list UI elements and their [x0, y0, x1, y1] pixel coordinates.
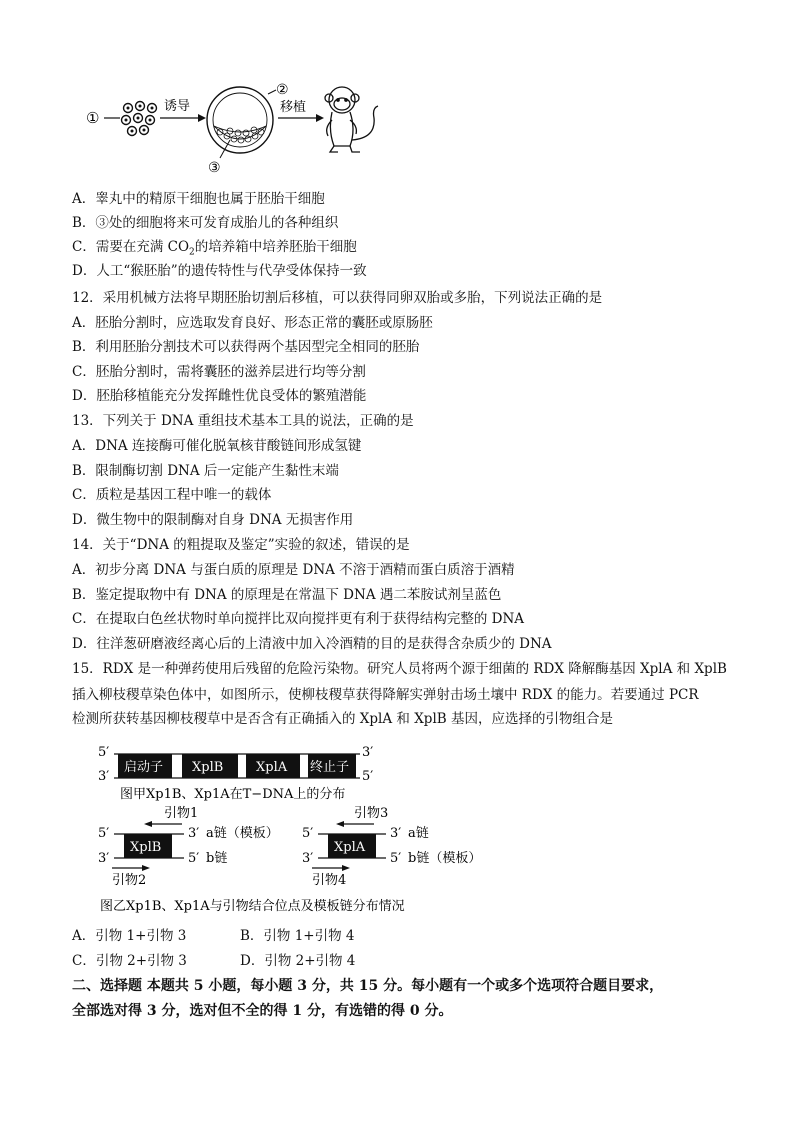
- primer-3-label: 引物3: [354, 806, 389, 821]
- section-2-heading-line-2: 全部选对得 3 分，选对但不全的得 1 分，有选错的得 0 分。: [72, 1003, 453, 1019]
- fig-a-five-prime-top: 5′: [98, 745, 110, 760]
- fig-a-three-prime-bottom: 3′: [98, 769, 110, 784]
- fig-b-left-five-prime-bottom: 5′: [188, 851, 200, 866]
- q12-stem: 12．采用机械方法将早期胚胎切割后移植，可以获得同卵双胎或多胎，下列说法正确的是: [72, 290, 603, 306]
- fig-b-right-three-prime-bottom: 3′: [302, 851, 314, 866]
- q13-option-d: D．微生物中的限制酶对自身 DNA 无损害作用: [72, 512, 354, 528]
- terminator-label: 终止子: [310, 760, 350, 775]
- q15-option-d: D．引物 2+引物 4: [240, 953, 356, 969]
- q15-line-1: 15．RDX 是一种弹药使用后残留的危险污染物。研究人员将两个源于细菌的 RDX 降解酶基因 XplA 和 XplB: [72, 661, 727, 677]
- q12-option-d: D．胚胎移植能充分发挥雌性优良受体的繁殖潜能: [72, 388, 367, 404]
- primer-1-label: 引物1: [164, 806, 199, 821]
- q11-option-c-sub: 2: [189, 247, 195, 258]
- fig-b-left-three-prime-bottom: 3′: [98, 851, 110, 866]
- q14-stem: 14．关于“DNA 的粗提取及鉴定”实验的叙述，错误的是: [72, 537, 410, 553]
- promoter-label: 启动子: [124, 760, 164, 775]
- blastocyst-icon: [207, 87, 273, 153]
- embryo-transplant-diagram: [80, 78, 400, 178]
- tdna-primer-diagram: [90, 738, 510, 918]
- fig-b-right-three-prime-top: 3′: [390, 826, 402, 841]
- b-strand-label: b链: [206, 851, 228, 866]
- label-1: ①: [86, 109, 100, 127]
- xpla-label: XplA: [256, 760, 288, 775]
- fig-a-three-prime-top: 3′: [362, 745, 374, 760]
- q11-option-d: D．人工“猴胚胎”的遗传特性与代孕受体保持一致: [72, 263, 367, 279]
- q15-option-c: C．引物 2+引物 3: [72, 953, 187, 969]
- q14-option-c: C．在提取白色丝状物时单向搅拌比双向搅拌更有利于获得结构完整的 DNA: [72, 611, 525, 627]
- fig-a-caption: 图甲Xp1B、Xp1A在T−DNA上的分布: [120, 787, 346, 802]
- arrow-induce-label: 诱导: [164, 99, 191, 114]
- fig-b-right-five-prime-bottom: 5′: [390, 851, 402, 866]
- q13-stem: 13．下列关于 DNA 重组技术基本工具的说法，正确的是: [72, 413, 414, 429]
- q11-option-c-pre: C．需要在充满 CO: [72, 239, 190, 255]
- q15-option-b: B．引物 1+引物 4: [240, 928, 355, 944]
- q12-option-c: C．胚胎分割时，需将囊胚的滋养层进行均等分割: [72, 364, 366, 380]
- xpla-label-b: XplA: [334, 840, 366, 855]
- b-template-label: b链（模板）: [408, 851, 482, 866]
- label-3: ③: [208, 160, 221, 176]
- primer-2-label: 引物2: [112, 873, 147, 888]
- a-template-label: a链（模板）: [206, 826, 279, 841]
- q13-option-a: A．DNA 连接酶可催化脱氧核苷酸链间形成氢键: [72, 438, 362, 454]
- fig-a-five-prime-bottom: 5′: [362, 769, 374, 784]
- q11-option-a: A．睾丸中的精原干细胞也属于胚胎干细胞: [72, 191, 325, 207]
- q12-option-b: B．利用胚胎分割技术可以获得两个基因型完全相同的胚胎: [72, 339, 420, 355]
- fig-b-left-three-prime-top: 3′: [188, 826, 200, 841]
- monkey-icon: [325, 87, 378, 152]
- a-strand-label: a链: [408, 826, 429, 841]
- q11-option-c-post: 的培养箱中培养胚胎干细胞: [194, 239, 357, 255]
- primer-4-label: 引物4: [312, 873, 347, 888]
- arrow-transplant-label: 移植: [280, 100, 307, 115]
- q15-option-a: A．引物 1+引物 3: [72, 928, 187, 944]
- xplb-label: XplB: [192, 760, 224, 775]
- q11-option-c: [72, 238, 357, 262]
- q14-option-d: D．往洋葱研磨液经离心后的上清液中加入冷酒精的目的是获得含杂质少的 DNA: [72, 636, 552, 652]
- q13-option-b: B．限制酶切割 DNA 后一定能产生黏性末端: [72, 463, 339, 479]
- q13-option-c: C．质粒是基因工程中唯一的载体: [72, 487, 272, 503]
- label-2: ②: [276, 82, 289, 98]
- fig-b-caption: 图乙Xp1B、Xp1A与引物结合位点及模板链分布情况: [100, 899, 405, 914]
- fig-b-right-five-prime-top: 5′: [302, 826, 314, 841]
- section-2-heading-line-1: 二、选择题 本题共 5 小题，每小题 3 分，共 15 分。每小题有一个或多个选项符合题目要求，: [72, 978, 664, 994]
- q11-option-b: B．③处的细胞将来可发育成胎儿的各种组织: [72, 215, 339, 231]
- xplb-label-b: XplB: [130, 840, 162, 855]
- q14-option-a: A．初步分离 DNA 与蛋白质的原理是 DNA 不溶于酒精而蛋白质溶于酒精: [72, 562, 515, 578]
- q14-option-b: B．鉴定提取物中有 DNA 的原理是在常温下 DNA 遇二苯胺试剂呈蓝色: [72, 587, 502, 603]
- fig-b-left-five-prime-top: 5′: [98, 826, 110, 841]
- q15-line-3: 检测所获转基因柳枝稷草中是否含有正确插入的 XplA 和 XplB 基因，应选择的引物组合是: [72, 711, 613, 727]
- q12-option-a: A．胚胎分割时，应选取发育良好、形态正常的囊胚或原肠胚: [72, 315, 433, 331]
- q15-line-2: 插入柳枝稷草染色体中，如图所示，使柳枝稷草获得降解实弹射击场土壤中 RDX 的能力。若要通过 PCR: [72, 687, 699, 703]
